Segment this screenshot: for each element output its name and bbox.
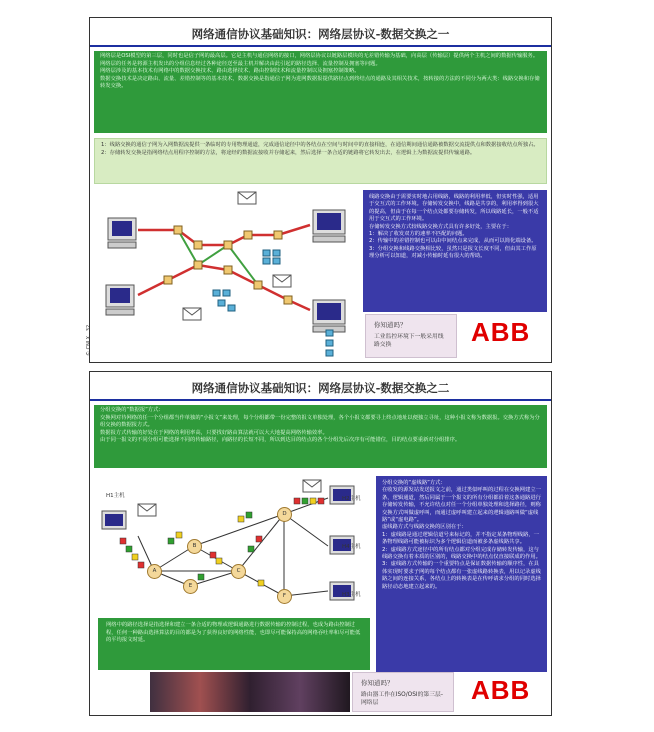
explanation-box [363, 190, 547, 312]
host-label: H1主机 [106, 493, 125, 499]
computer-icon [102, 511, 126, 529]
title-rule [90, 399, 551, 401]
explanation-text: 分组交换的“虚线路”方式： [382, 480, 446, 486]
points-box [94, 138, 547, 184]
did-you-know-question: 你知道吗？ [361, 679, 394, 687]
did-you-know-answer: 路由器工作在ISO/OSI的第三层-网络层 [361, 692, 443, 706]
computer-icon [106, 285, 134, 315]
host-label: H3主机 [342, 592, 361, 598]
intro-box [94, 51, 547, 133]
did-you-know-question: 你知道吗？ [374, 321, 407, 329]
explanation-text: 存储转发交换方式较线路交换方式具有许多好处，主要在于： [369, 223, 513, 230]
explanation-text: 在收发的源发站发送报文之前，通过类似呼叫的过程在交换网建立一条，逻辑通道，然后同属于一个报文的所有分组都沿着这条通路进行存储转发传输，不允许结点对任一个分组单独处理和选择路径，则称交换方式叫做虚呼叫，而通过虚呼叫建立起来的逻辑通路叫做“虚线路”或“虚电路”。 [382, 487, 541, 524]
abb-logo: ABB [471, 675, 531, 705]
point-text: 1：线路交换的通信子网为入网数据流提供一条临时的专用物理通道，完成通信途径中的各结点在空间与时间中的直接相连，在通信期间通信通路被数据交流提供点和数据接收结点所独占。 [101, 142, 539, 148]
explanation-text: 3：虚线路方式传输的一个重要特点是保证数据传输的顺序性，在具体实现时要求子网的每个结点都有一张虚线路转换表，用以记录虚线路之间的连接关系，各结点上的转换表是在传呼请求分组的同时选择路径动态地建立起来的。 [382, 561, 541, 590]
circuit-switching-diagram [98, 190, 360, 360]
abb-logo: ABB [471, 317, 531, 347]
intro-paragraph: 分组交换的“数据报”方式： [100, 407, 164, 413]
network-node: A [147, 564, 162, 579]
network-node: D [277, 507, 292, 522]
intro-paragraph: 由于同一报文的不同分组可能选择不同的传输路径，向路径的长短不同，所以到达目的结点的各个分组先后次序有可能错位，目的结点要重新对分组排序。 [100, 437, 461, 444]
decorative-image [150, 672, 350, 712]
explanation-box [376, 476, 547, 672]
intro-paragraph: 数据报方式传输的好处在于网络的利用率高，只要找好路由算法就可以大大地提高网络传输效率。 [100, 429, 328, 436]
intro-paragraph: 数据交换技术是决定路由、流量、差错控制等的基本技术，数据交换是指通信子网为进网数据报提供路径点到终结点的通路及其相关技术，按转接的方法的不同分为两大类：线路交换和存储转发交换。 [100, 75, 540, 90]
slide-2 [89, 371, 552, 716]
did-you-know-answer: 工业监控环境下一般采用线路交换 [374, 334, 444, 348]
explanation-text: 线路交换由于需要实时地占用线路，线路的利用率低，但实时性强，适用于交互式的工作环境。存储转发交换中，线路是共享的，利用率得到很大的提高，但由于在每一个结点处都要存储转发，所以线路延长，一般不适用于交互式的工作环境。 [369, 194, 539, 223]
network-node: E [183, 579, 198, 594]
explanation-text: 3：分组交换和线路交换相比较，虽然只是报文长度不同，但由其工作原理分析可以知道，对减小传输时延有很大的帮助。 [369, 245, 537, 260]
did-you-know-box [352, 672, 454, 712]
computer-icon [108, 218, 136, 248]
network-node: B [187, 539, 202, 554]
network-node: C [231, 564, 246, 579]
explanation-text: 1：解决了收发双方的速率不匹配的问题。 [369, 231, 468, 238]
explanation-text: 2：传输中的差错控制也可以由中间结点来完成，从而可以简化端设备。 [369, 238, 537, 245]
slide-1-title: 网络通信协议基础知识：网络层协议-数据交换之一 [191, 27, 450, 41]
routing-caption: 网络中的路径选择是指选择和建立一条合适的物理或逻辑通路进行数据传输的控制过程，也成为路由控制过程，任何一种路由选择算法的目的都是为了获得良好的网络性能，也即尽可能保持高的网络吞吐率和尽可能低的平均报文时延。 [98, 618, 370, 670]
intro-box [94, 405, 547, 468]
host-label: H2主机 [342, 496, 361, 502]
packet-switching-diagram [98, 476, 374, 616]
explanation-text: 虚线路方式与线路交换的区别在于： [382, 524, 467, 531]
intro-paragraph: 网络层涉及的基本技术有网络中的数据交换技术、路由选择技术、路由控制技术和流量控制以及拥塞控制策略。 [100, 68, 360, 75]
did-you-know-box [365, 314, 457, 358]
network-node: F [277, 589, 292, 604]
intro-paragraph: 网络层是OSI模型的第三层，同时也是信子网的最高层。它是主机与通信网络的接口，网络层协议以链路层模块的无差错传输为基础，向高层（传输层）提供两个主机之间的数据传输服务。网络层的任务是将源主机发出的分组信息经过各种途径送至最主机并解决由此引起的路径选择、流量控制及拥塞等问题。 [100, 53, 539, 67]
slide-2-title: 网络通信协议基础知识：网络层协议-数据交换之二 [191, 381, 450, 395]
explanation-text: 1：虚线路是通过逻辑信道号来标记的，并不指定某条物理线路，一条物理线路可能被标识为多个逻辑信道而被多条虚线路共享。 [382, 531, 539, 546]
copyright-text: © CNLX . 32 [86, 324, 92, 356]
computer-icon [313, 210, 345, 242]
host-label: H4主机 [342, 544, 361, 550]
point-text: 2：存储转发交换是指网络结点用程序控制的方法，将途经的数据流接收并存储起来，然后选择一条合适的链路将它转发出去，在逻辑上为数据流提供传输通路。 [101, 149, 476, 156]
intro-paragraph: 交换网对待网络的任一个分组都当作单独的“小报文”来处理，每个分组都带一份完整的报文单独处理，各个小报文都要寻上终点地址以便独立寻址，这种小报文称为数据报。交换方式称为分组交换的数据报方式。 [100, 414, 540, 429]
slide-1 [86, 17, 552, 363]
explanation-text: 2：虚线路方式途径中的所有结点都对分组完成存储转发传输，这与线路交换有着本质的区别的，线路交换中的结点仅直接联成的作用。 [382, 546, 541, 561]
title-rule [90, 45, 551, 47]
computer-icon [313, 300, 345, 332]
